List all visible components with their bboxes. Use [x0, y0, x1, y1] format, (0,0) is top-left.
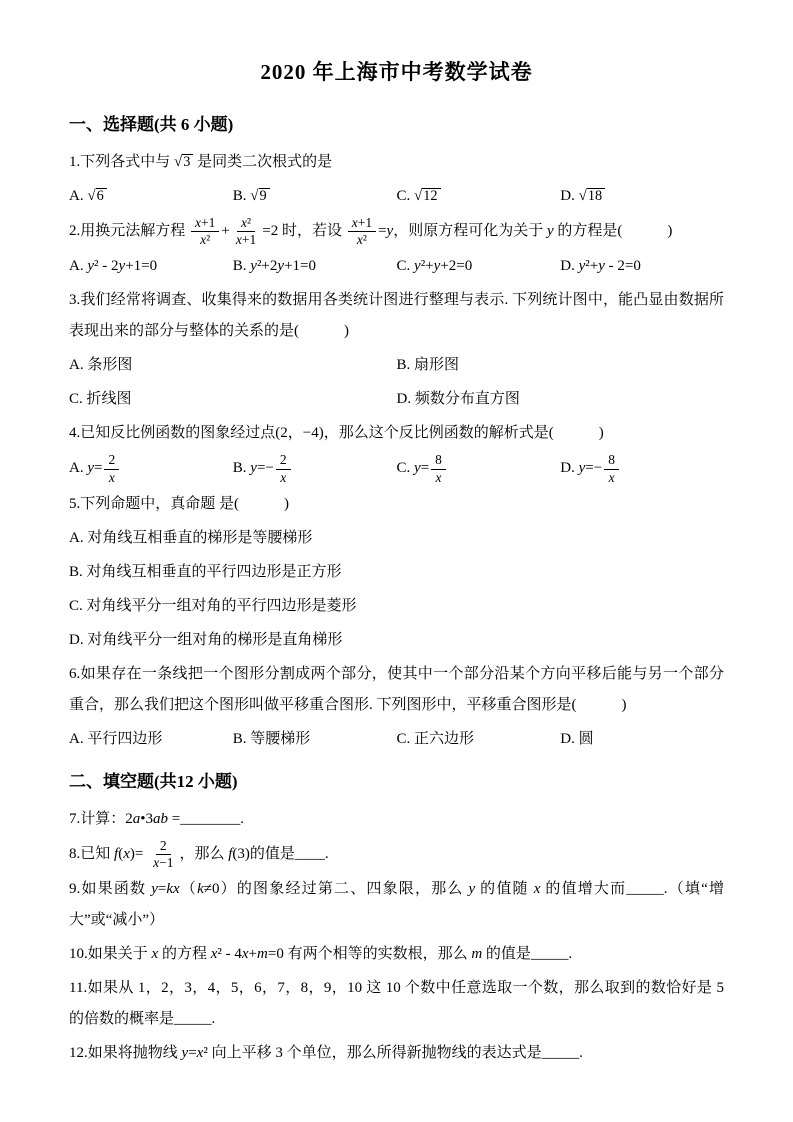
text-run: 一、选择题(共 6 小题) — [69, 115, 234, 134]
radical-sign-icon: √ — [174, 154, 183, 170]
text-run: 是同类二次根式的是 — [193, 154, 333, 170]
text-run: (3)的值是____. — [232, 845, 329, 862]
text-run: = — [157, 881, 167, 898]
text-run: ² — [206, 232, 211, 248]
fraction-numerator — [431, 452, 446, 469]
fraction — [104, 452, 119, 485]
variable: x — [200, 232, 207, 248]
text-run: 6.如果存在一条线把一个图形分割成两个部分，使其中一个部分沿某个方向平移后能与另一个部分重合，那么我们把这个图形叫做平移重合图形. 下列图形中，平移重合图形是( ) — [69, 665, 724, 713]
text-run: D. — [560, 188, 579, 204]
variable: x — [196, 1045, 204, 1062]
text-run: B. — [232, 188, 251, 204]
text-run: •3 — [140, 810, 154, 827]
text-run: = — [188, 1045, 197, 1062]
text-run: C. 对角线平分一组对角的平行四边形是菱形 — [69, 597, 357, 614]
text-run: 2 — [159, 837, 167, 853]
section-2-heading — [69, 767, 724, 792]
sqrt-radical — [87, 188, 106, 205]
option-item — [560, 251, 724, 282]
variable: y — [386, 223, 394, 240]
option-item — [233, 251, 397, 282]
fraction-denominator — [149, 855, 177, 871]
variable: y — [250, 258, 257, 275]
text-run: =− — [256, 460, 274, 477]
radical-sign-icon: √ — [250, 188, 259, 204]
fraction-denominator — [605, 470, 619, 486]
text-run: - 2=0 — [604, 258, 641, 275]
fraction-denominator — [105, 470, 119, 486]
question-11 — [69, 973, 724, 1035]
text-run: +1=0 — [284, 258, 316, 275]
text-run: )= — [129, 845, 148, 862]
text-run: （ — [179, 881, 198, 898]
sqrt-radical — [174, 154, 193, 171]
text-run: A. 对角线互相垂直的梯形是等腰梯形 — [69, 529, 313, 546]
fraction — [232, 215, 260, 248]
sqrt-radical — [414, 188, 440, 205]
question-4 — [69, 418, 724, 449]
text-run: 8 — [435, 452, 442, 468]
text-run: 1.下列各式中与 — [69, 154, 175, 170]
text-run: = — [94, 460, 103, 477]
text-run: ²+ — [420, 258, 434, 275]
variable: x — [356, 232, 363, 248]
fraction-numerator — [156, 838, 171, 855]
text-run: + — [248, 946, 258, 963]
text-run: ²+ — [585, 258, 599, 275]
fraction — [604, 452, 619, 485]
text-run: 的方程是( ) — [553, 223, 673, 240]
fraction-denominator — [232, 232, 260, 248]
text-run: + — [221, 223, 230, 240]
variable: y — [151, 881, 158, 898]
exam-title: 2020 年上海市中考数学试卷 — [260, 60, 533, 84]
text-run: 8 — [608, 452, 615, 468]
option-item — [397, 452, 561, 485]
text-run: = — [378, 223, 387, 240]
question-2-options — [69, 251, 724, 282]
question-1 — [69, 147, 724, 178]
text-run: 6 — [96, 188, 104, 204]
question-5-option-b — [69, 557, 724, 588]
text-run: B. — [232, 460, 251, 477]
fraction-numerator — [348, 215, 376, 232]
variable: x — [210, 946, 218, 963]
text-run: 12.如果将抛物线 — [69, 1045, 182, 1062]
variable: ab — [153, 810, 169, 827]
fraction-numerator — [604, 452, 619, 469]
radicand — [182, 154, 193, 171]
fraction — [348, 215, 376, 248]
question-5-option-a — [69, 523, 724, 554]
question-5-option-c — [69, 591, 724, 622]
sqrt-radical — [250, 188, 269, 205]
question-3-options-row-2 — [69, 384, 724, 415]
question-12 — [69, 1038, 724, 1069]
variable: y — [546, 223, 554, 240]
option-item — [233, 452, 397, 485]
question-10 — [69, 939, 724, 970]
text-run: D. — [560, 460, 579, 477]
variable: y — [277, 258, 285, 275]
text-run: C. — [396, 460, 415, 477]
text-run: B. 扇形图 — [396, 357, 460, 374]
variable: x — [195, 215, 202, 230]
text-run: 11.如果从 1，2，3，4，5，6，7，8，9，10 这 10 个数中任意选取一个数，那么取到的数恰好是 5 的倍数的概率是_____. — [69, 980, 724, 1028]
variable: y — [414, 460, 421, 477]
variable: y — [118, 258, 126, 275]
text-run: 18 — [587, 188, 603, 204]
variable: y — [578, 258, 586, 275]
variable: f — [114, 845, 119, 862]
text-run: 8.已知 — [69, 845, 115, 862]
variable: kx — [166, 881, 180, 898]
option-item — [560, 181, 724, 212]
text-run: +1 — [357, 215, 373, 230]
text-run: 的值增大而_____.（填“增大”或“减小”） — [69, 881, 724, 929]
question-8 — [69, 838, 724, 871]
variable: y — [578, 460, 586, 477]
text-run: −1 — [159, 854, 174, 870]
fraction-numerator — [237, 215, 255, 232]
text-run: D. — [560, 258, 579, 275]
text-run: 2.用换元法解方程 — [69, 223, 190, 240]
text-run: 5.下列命题中，真命题 是( ) — [69, 495, 289, 512]
text-run: C. — [396, 258, 415, 275]
variable: x — [241, 215, 248, 230]
variable: x — [280, 469, 287, 485]
option-item — [69, 181, 233, 212]
variable: y — [433, 258, 441, 275]
option-item — [69, 251, 233, 282]
text-run: 9 — [259, 188, 267, 204]
question-1-options — [69, 181, 724, 212]
text-run: 二、填空题(共12 小题) — [69, 771, 238, 791]
variable: x — [151, 946, 159, 963]
text-run: 10.如果关于 — [69, 946, 152, 963]
text-run: B. — [232, 258, 251, 275]
text-run: D. 频数分布直方图 — [396, 391, 520, 408]
variable: x — [108, 469, 115, 485]
text-run: ，则原方程可化为关于 — [393, 223, 547, 240]
variable: a — [132, 810, 141, 827]
question-6-options — [69, 724, 724, 755]
text-run: ( — [118, 845, 124, 862]
question-2 — [69, 215, 724, 248]
text-run: +1=0 — [125, 258, 158, 275]
variable: y — [181, 1045, 189, 1062]
option-item — [397, 384, 725, 415]
option-item — [69, 452, 233, 485]
fraction-denominator — [353, 232, 371, 248]
text-run: D. 圆 — [560, 730, 594, 747]
text-run: 2 — [279, 452, 287, 468]
question-4-options — [69, 452, 724, 485]
text-run: B. 对角线互相垂直的平行四边形是正方形 — [69, 563, 342, 580]
fraction-numerator — [191, 215, 219, 232]
variable: x — [435, 469, 442, 485]
option-item — [69, 350, 397, 381]
text-run: 3.我们经常将调查、收集得来的数据用各类统计图进行整理与表示. 下列统计图中，能凸显由数据所表现出来的部分与整体的关系的是( ) — [69, 292, 724, 340]
radical-sign-icon: √ — [414, 188, 423, 204]
variable: k — [197, 881, 204, 898]
fraction-denominator — [432, 470, 446, 486]
question-3 — [69, 285, 724, 347]
text-run: A. 平行四边形 — [69, 730, 163, 747]
text-run: 的值随 — [475, 881, 534, 898]
question-3-options-row-1 — [69, 350, 724, 381]
radicand — [422, 188, 440, 205]
question-5-option-d — [69, 625, 724, 656]
variable: x — [608, 469, 615, 485]
radical-sign-icon: √ — [87, 188, 96, 204]
text-run: ，那么 — [179, 845, 229, 862]
document-body — [69, 110, 724, 1069]
text-run: = — [420, 460, 430, 477]
fraction-numerator — [104, 452, 119, 469]
variable: y — [87, 258, 95, 275]
text-run: ² — [362, 232, 367, 248]
radicand — [96, 188, 107, 205]
fraction — [149, 838, 177, 871]
text-run: 的值是_____. — [482, 946, 573, 963]
question-9 — [69, 874, 724, 936]
text-run: ²+2 — [256, 258, 278, 275]
fraction — [431, 452, 446, 485]
text-run: A. 条形图 — [69, 357, 133, 374]
option-item — [397, 724, 561, 755]
variable: y — [598, 258, 605, 275]
option-item — [397, 251, 561, 282]
text-run: ² - 2 — [94, 258, 119, 275]
text-run: 的方程 — [158, 946, 211, 963]
text-run: A. — [69, 188, 88, 204]
option-item — [69, 384, 397, 415]
fraction — [276, 452, 291, 485]
radical-sign-icon: √ — [578, 188, 587, 204]
fraction — [191, 215, 219, 248]
option-item — [397, 350, 725, 381]
fraction-denominator — [196, 232, 214, 248]
text-run: +1 — [241, 232, 257, 248]
variable: x — [153, 854, 160, 870]
fraction-denominator — [276, 470, 290, 486]
option-item — [69, 724, 233, 755]
radicand — [587, 188, 605, 205]
variable: y — [468, 881, 476, 898]
text-run: D. 对角线平分一组对角的梯形是直角梯形 — [69, 631, 343, 648]
text-run: 7.计算：2 — [69, 810, 133, 827]
variable: m — [257, 946, 268, 963]
text-run: 4.已知反比例函数的图象经过点(2，−4)，那么这个反比例函数的解析式是( ) — [69, 425, 604, 442]
text-run: A. — [69, 460, 88, 477]
text-run: ² - 4 — [217, 946, 242, 963]
text-run: A. — [69, 258, 88, 275]
variable: y — [414, 258, 421, 275]
text-run: ² — [247, 215, 252, 230]
text-run: C. — [396, 188, 415, 204]
variable: x — [533, 881, 541, 898]
option-item — [233, 181, 397, 212]
text-run: 3 — [183, 154, 191, 170]
option-item — [397, 181, 561, 212]
text-run: C. 折线图 — [69, 391, 132, 408]
text-run: 12 — [423, 188, 438, 204]
variable: x — [235, 232, 242, 248]
variable: f — [228, 845, 233, 862]
section-1-heading — [69, 110, 724, 135]
text-run: 9.如果函数 — [69, 881, 152, 898]
variable: y — [87, 460, 95, 477]
text-run: C. 正六边形 — [396, 730, 475, 747]
text-run: =0 有两个相等的实数根，那么 — [267, 946, 472, 963]
text-run: ≠0）的图象经过第二、四象限，那么 — [203, 881, 469, 898]
variable: m — [471, 946, 483, 963]
variable: x — [123, 845, 130, 862]
variable: y — [250, 460, 257, 477]
variable: x — [351, 215, 358, 230]
text-run: B. 等腰梯形 — [232, 730, 311, 747]
option-item — [233, 724, 397, 755]
variable: x — [241, 946, 249, 963]
text-run: =2 时，若设 — [262, 223, 346, 240]
option-item — [560, 724, 724, 755]
sqrt-radical — [579, 188, 605, 205]
text-run: =________. — [168, 810, 244, 827]
text-run: ² 向上平移 3 个单位，那么所得新抛物线的表达式是_____. — [203, 1045, 583, 1062]
text-run: +2=0 — [440, 258, 473, 275]
fraction-numerator — [276, 452, 291, 469]
text-run: 2 — [108, 452, 116, 468]
question-7 — [69, 804, 724, 835]
text-run: =− — [585, 460, 603, 477]
option-item — [560, 452, 724, 485]
radicand — [259, 188, 270, 205]
question-5 — [69, 489, 724, 520]
question-6 — [69, 659, 724, 721]
text-run: +1 — [201, 215, 216, 230]
